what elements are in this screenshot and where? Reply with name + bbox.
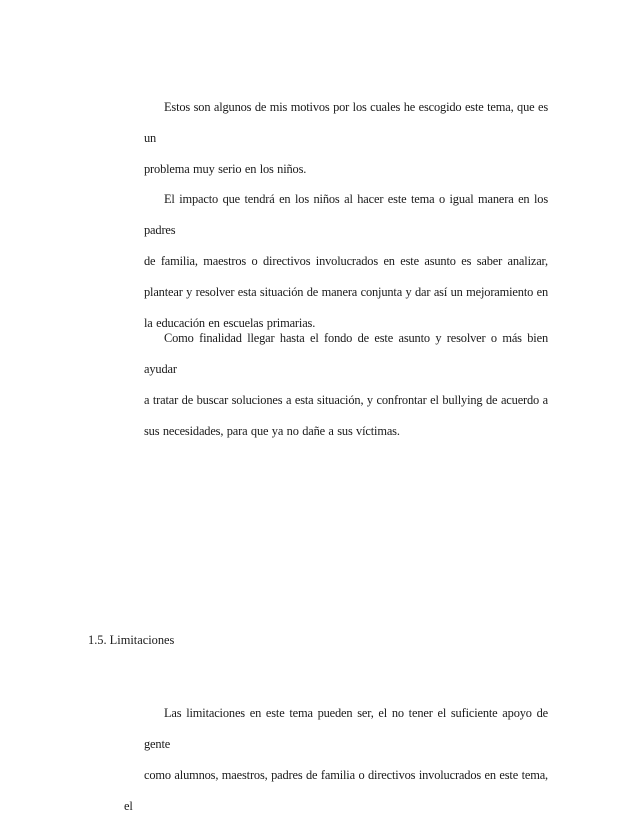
- paragraph-line: Las limitaciones en este tema pueden ser, el no tener el suficiente apoyo de gente: [144, 706, 548, 751]
- paragraph-line: El impacto que tendrá en los niños al hacer este tema o igual manera en los padres: [144, 192, 548, 237]
- paragraph-line: Como finalidad llegar hasta el fondo de este asunto y resolver o más bien ayudar: [144, 331, 548, 376]
- paragraph-line: como alumnos, maestros, padres de familia o directivos involucrados en este tema, el: [124, 768, 548, 813]
- paragraph-line: a tratar de buscar soluciones a esta situación, y confrontar el bullying de acuerdo a: [144, 393, 548, 407]
- paragraph-line: sus necesidades, para que ya no dañe a sus víctimas.: [144, 424, 400, 438]
- paragraph-line: la educación en escuelas primarias.: [144, 316, 316, 330]
- paragraph-line: Estos son algunos de mis motivos por los cuales he escogido este tema, que es un: [144, 100, 548, 145]
- section-heading-limitaciones: 1.5. Limitaciones: [88, 633, 175, 647]
- paragraph-motivos: [124, 92, 548, 185]
- paragraph-limitaciones: [124, 698, 548, 822]
- paragraph-impacto: [124, 184, 548, 339]
- paragraph-line: problema muy serio en los niños.: [144, 162, 307, 176]
- paragraph-finalidad: [124, 323, 548, 447]
- paragraph-line: de familia, maestros o directivos involucrados en este asunto es saber analizar,: [144, 254, 548, 268]
- paragraph-line: plantear y resolver esta situación de manera conjunta y dar así un mejoramiento en: [144, 285, 548, 299]
